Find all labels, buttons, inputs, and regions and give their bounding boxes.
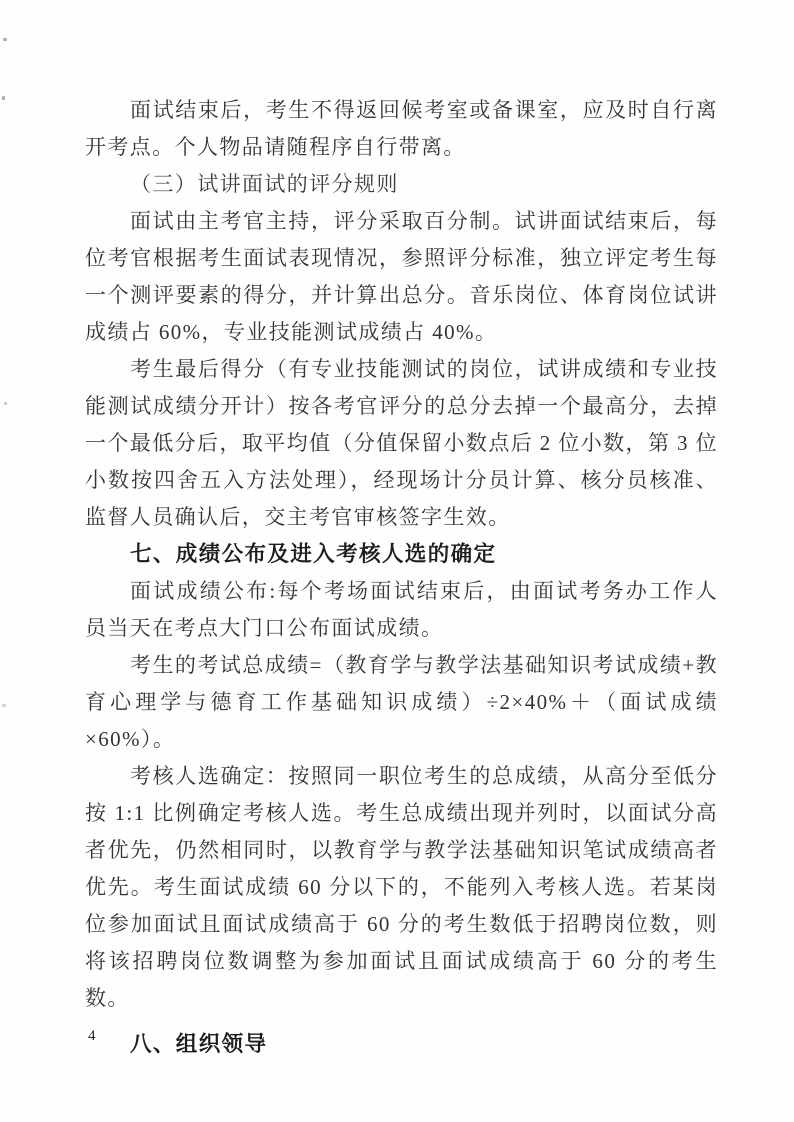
- scan-noise-speck: [4, 402, 7, 405]
- heading-section-8-organization-leadership: 八、组织领导: [130, 1032, 268, 1056]
- subheading-scoring-rules: （三）试讲面试的评分规则: [130, 172, 399, 196]
- scan-noise-speck: [3, 38, 7, 41]
- heading-section-7-score-announcement: 七、成绩公布及进入考核人选的确定: [130, 542, 497, 566]
- paragraph-score-announcement: 面试成绩公布:每个考场面试结束后，由面试考务办工作人员当天在考点大门口公布面试成绩。: [85, 579, 718, 640]
- paragraph-scoring-method: 面试由主考官主持，评分采取百分制。试讲面试结束后，每位考官根据考生面试表现情况，参照评分标准，独立评定考生每一个测评要素的得分，并计算出总分。音乐岗位、体育岗位试讲成绩占 60%，专业技能测试成绩占 40%。: [85, 209, 718, 344]
- paragraph-total-score-formula: 考生的考试总成绩=（教育学与教学法基础知识考试成绩+教育心理学与德育工作基础知识成绩）÷2×40%＋（面试成绩×60%）。: [85, 653, 718, 751]
- scan-noise-speck: [2, 704, 6, 707]
- paragraph-final-score-calculation: 考生最后得分（有专业技能测试的岗位，试讲成绩和专业技能测试成绩分开计）按各考官评分的总分去掉一个最高分，去掉一个最低分后，取平均值（分值保留小数点后 2 位小数，第 3 位小数按四舍五入方法处理），经现场计分员计算、核分员核准、监督人员确认后，交主考官审核签字生效。: [85, 357, 718, 529]
- page-number: 4: [88, 1028, 96, 1044]
- document-body: [85, 92, 718, 1063]
- scan-noise-speck: [2, 96, 5, 100]
- paragraph-interview-end-rules: 面试结束后，考生不得返回候考室或备课室，应及时自行离开考点。个人物品请随程序自行带离。: [85, 98, 718, 159]
- paragraph-candidate-selection: 考核人选确定：按照同一职位考生的总成绩，从高分至低分按 1:1 比例确定考核人选。考生总成绩出现并列时，以面试分高者优先，仍然相同时，以教育学与教学法基础知识笔试成绩高者优先。考生面试成绩 60 分以下的，不能列入考核人选。若某岗位参加面试且面试成绩高于 60 分的考生数低于招聘岗位数，则将该招聘岗位数调整为参加面试且面试成绩高于 60 分的考生数。: [85, 764, 718, 1010]
